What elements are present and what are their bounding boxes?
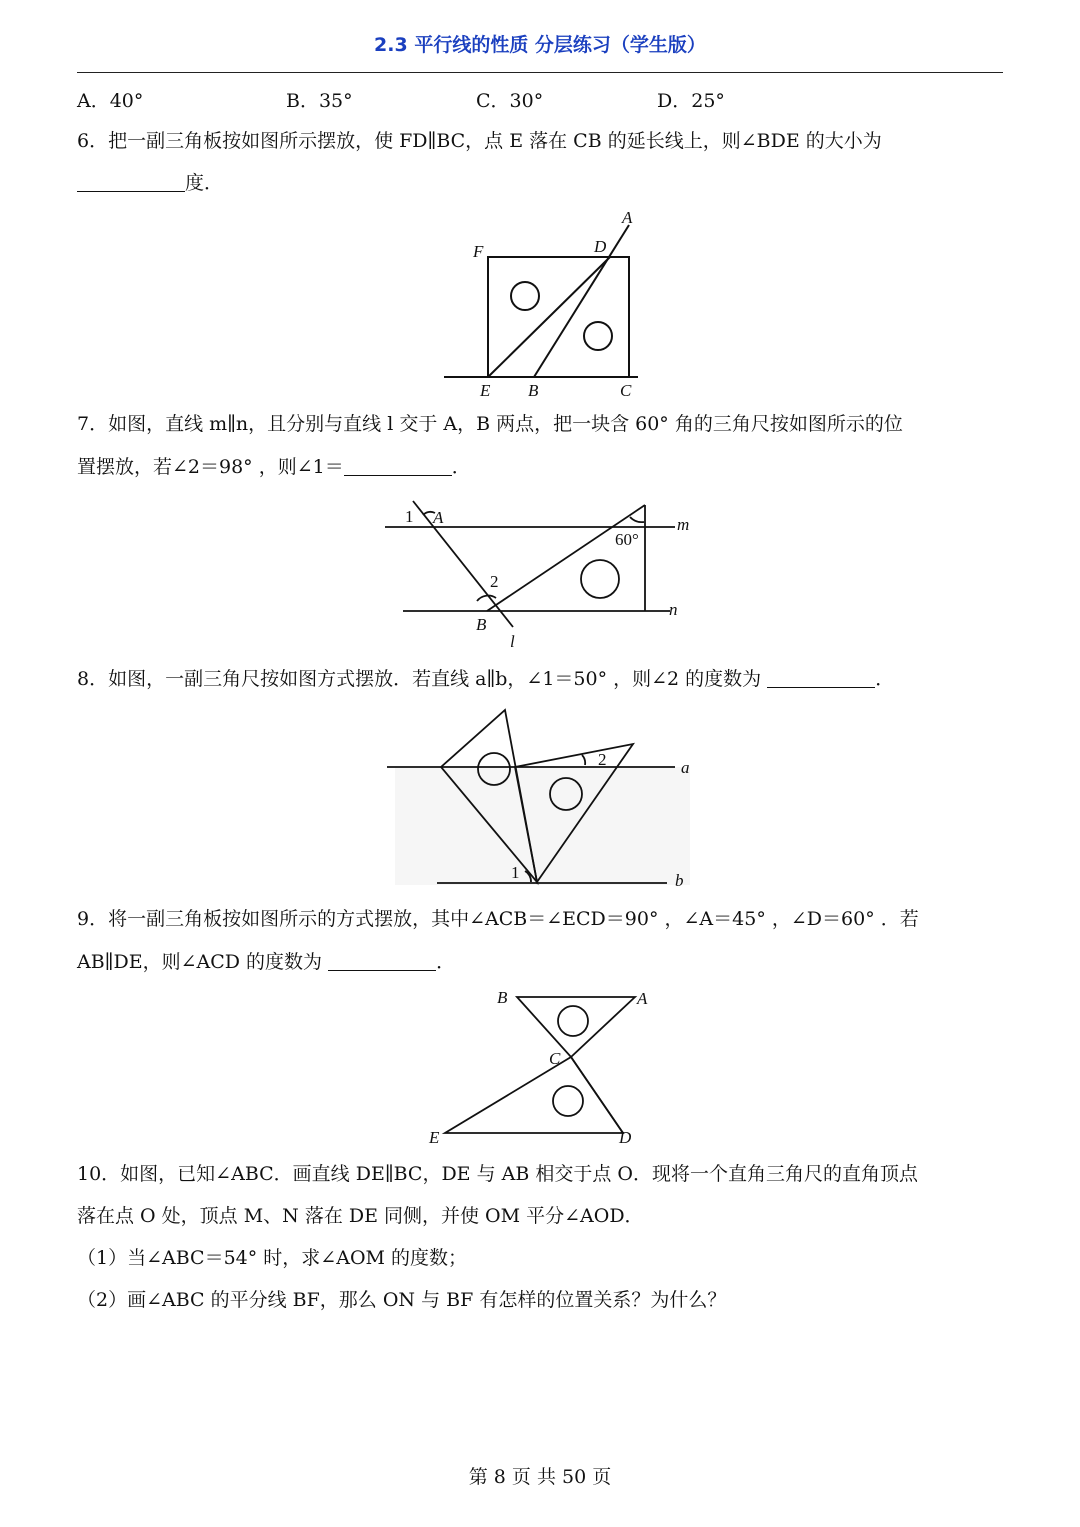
q6-label-b: B xyxy=(528,381,539,400)
q8-label-b: b xyxy=(675,871,684,890)
q6-text-line2 xyxy=(77,170,1003,196)
q6-text-line1: 6．把一副三角板按如图所示摆放，使 FD∥BC，点 E 落在 CB 的延长线上，则∠BDE 的大小为 xyxy=(77,130,882,152)
q7-label-1: 1 xyxy=(405,507,414,526)
q7-label-60: 60° xyxy=(615,530,639,549)
q9-hole-top xyxy=(558,1006,588,1036)
q8-angle2-arc xyxy=(582,755,585,765)
q8-text-suffix: ． xyxy=(875,668,895,690)
q6-segment-ba xyxy=(534,225,629,377)
q7-text-suffix: ． xyxy=(451,456,471,478)
q5-option-a: A．40° xyxy=(77,90,144,112)
q7-triangle-hypotenuse xyxy=(487,505,645,611)
q6-answer-blank xyxy=(77,171,185,192)
q6-hole-left xyxy=(511,282,539,310)
q9-text-prefix: AB∥DE，则∠ACD 的度数为 xyxy=(77,951,323,973)
q9-segment-cd xyxy=(571,1057,623,1133)
q6-figure xyxy=(440,205,650,400)
q8-text-prefix: 8．如图，一副三角尺按如图方式摆放．若直线 a∥b，∠1＝50° ，则∠2 的度数为 xyxy=(77,668,762,690)
q9-label-b: B xyxy=(497,988,508,1007)
q6-label-c: C xyxy=(620,381,632,400)
q6-label-e: E xyxy=(480,381,491,400)
q6-segment-ed xyxy=(488,257,610,377)
q7-label-b: B xyxy=(476,615,487,634)
q6-unit: 度． xyxy=(185,172,224,194)
q8-answer-blank xyxy=(767,667,875,688)
q6-label-d: D xyxy=(594,237,607,256)
q8-label-2: 2 xyxy=(598,750,607,769)
q9-text-suffix: ． xyxy=(436,951,456,973)
q7-angle2-arc xyxy=(477,596,496,601)
q5-option-d: D．25° xyxy=(657,90,725,112)
q7-text-line2 xyxy=(77,454,1003,480)
q8-figure xyxy=(385,705,705,893)
q7-label-n: n xyxy=(669,600,678,619)
q9-label-a: A xyxy=(637,989,648,1008)
q8-label-a: a xyxy=(681,758,690,777)
q7-angle60-arc xyxy=(630,517,644,522)
q7-line-l xyxy=(413,501,513,627)
q7-label-l: l xyxy=(510,632,515,651)
header-divider xyxy=(77,72,1003,73)
q6-square-triangle xyxy=(488,257,629,377)
q5-option-b: B．35° xyxy=(286,90,353,112)
q9-text-line2 xyxy=(77,949,1003,975)
q10-text-line2: 落在点 O 处，顶点 M、N 落在 DE 同侧，并使 OM 平分∠AOD． xyxy=(77,1205,644,1227)
q9-label-d: D xyxy=(619,1128,632,1147)
q8-label-1: 1 xyxy=(511,863,520,882)
page-title: 2.3 平行线的性质 分层练习（学生版） xyxy=(374,34,706,56)
q9-answer-blank xyxy=(328,950,436,971)
q10-part2: （2）画∠ABC 的平分线 BF，那么 ON 与 BF 有怎样的位置关系？为什么？ xyxy=(77,1289,727,1311)
q9-label-c: C xyxy=(549,1049,561,1068)
q5-option-c: C．30° xyxy=(476,90,544,112)
q7-text-prefix: 置摆放，若∠2＝98° ，则∠1＝ xyxy=(77,456,344,478)
q7-text-line1: 7．如图，直线 m∥n，且分别与直线 l 交于 A，B 两点，把一块含 60° 角的三角尺按如图所示的位 xyxy=(77,413,903,435)
page-footer: 第 8 页 共 50 页 xyxy=(468,1466,612,1488)
q7-answer-blank xyxy=(344,455,452,476)
q9-figure xyxy=(425,985,655,1150)
q9-label-e: E xyxy=(429,1128,440,1147)
q6-label-a: A xyxy=(622,208,633,227)
q8-shaded-region xyxy=(395,767,690,885)
q9-text-line1: 9．将一副三角板按如图所示的方式摆放，其中∠ACB＝∠ECD＝90° ，∠A＝45° ，∠D＝60° ．若 xyxy=(77,908,919,930)
q7-hole xyxy=(581,560,619,598)
q9-hole-bottom xyxy=(553,1086,583,1116)
q6-hole-right xyxy=(584,322,612,350)
q7-label-a: A xyxy=(433,508,444,527)
q7-figure xyxy=(385,495,695,650)
q8-text-line1 xyxy=(77,666,1003,692)
q6-label-f: F xyxy=(473,242,484,261)
q10-text-line1: 10．如图，已知∠ABC．画直线 DE∥BC，DE 与 AB 相交于点 O．现将一个直角三角尺的直角顶点 xyxy=(77,1163,918,1185)
q7-label-m: m xyxy=(677,515,690,534)
q7-label-2: 2 xyxy=(490,572,499,591)
q10-part1: （1）当∠ABC＝54° 时，求∠AOM 的度数； xyxy=(77,1247,468,1269)
